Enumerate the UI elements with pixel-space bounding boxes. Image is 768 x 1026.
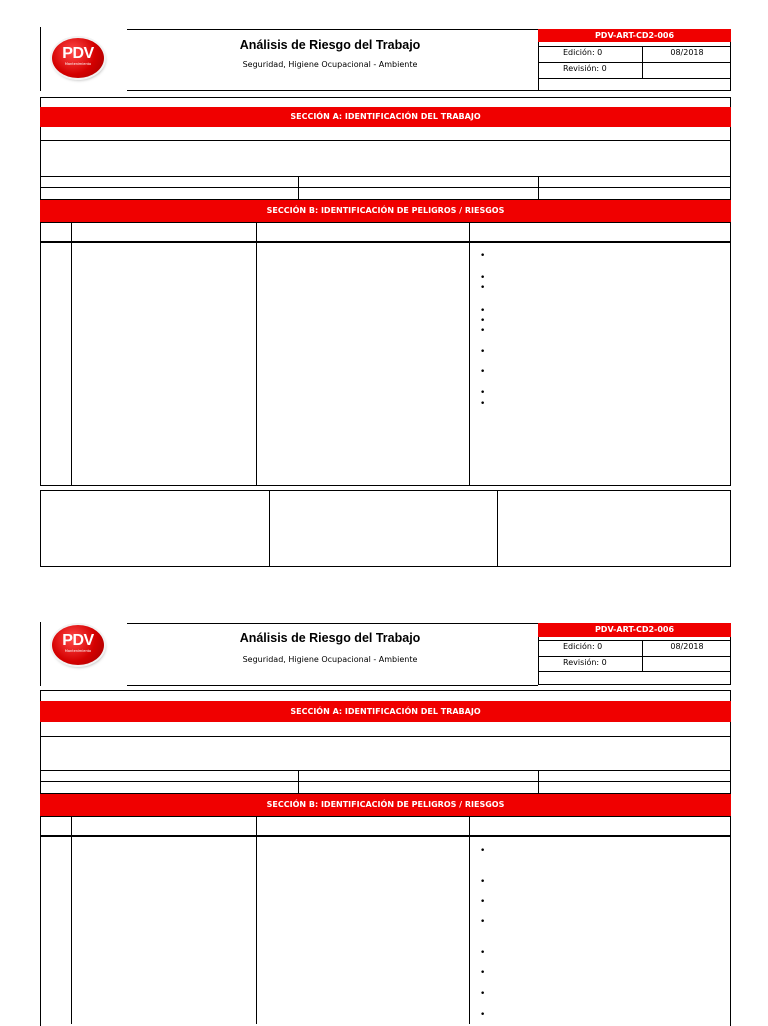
header-top-rule — [127, 29, 538, 30]
bullet-point: • — [480, 846, 486, 856]
bullet-point: • — [480, 897, 486, 907]
bullet-point: • — [480, 399, 486, 409]
table-divider — [256, 222, 257, 486]
bullet-point: • — [480, 326, 486, 336]
header-top-rule — [127, 623, 538, 624]
section-a-title: SECCIÓN A: IDENTIFICACIÓN DEL TRABAJO — [40, 701, 731, 722]
header-left-border — [40, 622, 41, 686]
bullet-point: • — [480, 283, 486, 293]
table-rule — [40, 187, 731, 188]
signature-area — [40, 490, 731, 567]
bullet-point: • — [480, 388, 486, 398]
logo-subtext: Mantenimiento — [64, 649, 92, 653]
table-divider — [538, 770, 539, 794]
header-left-border — [40, 27, 41, 91]
revision-label: Revisión: 0 — [563, 658, 607, 667]
table-rule — [40, 176, 731, 177]
logo-subtext: Mantenimiento — [64, 62, 92, 66]
bullet-point: • — [480, 367, 486, 377]
table-divider — [298, 770, 299, 794]
bullet-point: • — [480, 917, 486, 927]
edition-label: Edición: 0 — [563, 642, 603, 651]
bullet-point: • — [480, 877, 486, 887]
bullet-point: • — [480, 989, 486, 999]
bullet-point: • — [480, 948, 486, 958]
bullet-point: • — [480, 306, 486, 316]
logo-text: PDV — [62, 632, 94, 649]
hazard-table — [40, 816, 731, 1026]
section-b-title: SECCIÓN B: IDENTIFICACIÓN DE PELIGROS / RIESGOS — [40, 794, 731, 816]
logo-text: PDV — [62, 45, 94, 62]
section-a-title: SECCIÓN A: IDENTIFICACIÓN DEL TRABAJO — [40, 107, 731, 127]
document-title: Análisis de Riesgo del Trabajo — [239, 38, 421, 52]
table-divider — [256, 816, 257, 1024]
table-rule — [40, 140, 731, 141]
edition-date: 08/2018 — [670, 642, 704, 651]
document-title: Análisis de Riesgo del Trabajo — [239, 631, 421, 645]
signature-divider — [497, 490, 498, 567]
table-divider — [298, 176, 299, 200]
document-subtitle: Seguridad, Higiene Ocupacional - Ambiente — [242, 655, 418, 664]
table-rule — [40, 781, 731, 782]
edition-date: 08/2018 — [670, 48, 704, 57]
control-rule — [538, 46, 731, 47]
control-rule — [538, 671, 731, 672]
hazard-table — [40, 222, 731, 486]
control-divider — [642, 640, 643, 671]
bullet-point: • — [480, 968, 486, 978]
table-header-rule — [40, 241, 731, 243]
doc-code: PDV-ART-CD2-006 — [538, 623, 731, 637]
revision-label: Revisión: 0 — [563, 64, 607, 73]
pdv-logo — [52, 38, 104, 78]
table-divider — [469, 816, 470, 1024]
bullet-point: • — [480, 251, 486, 261]
control-rule — [538, 640, 731, 641]
pdv-logo — [52, 625, 104, 665]
table-divider — [71, 222, 72, 486]
bullet-point: • — [480, 347, 486, 357]
control-rule — [538, 656, 731, 657]
table-divider — [538, 176, 539, 200]
control-divider — [642, 46, 643, 78]
table-rule — [40, 736, 731, 737]
table-divider — [71, 816, 72, 1024]
control-rule — [538, 78, 731, 79]
section-b-title: SECCIÓN B: IDENTIFICACIÓN DE PELIGROS / RIESGOS — [40, 200, 731, 222]
signature-divider — [269, 490, 270, 567]
table-rule — [40, 770, 731, 771]
doc-code: PDV-ART-CD2-006 — [538, 29, 731, 42]
table-divider — [469, 222, 470, 486]
control-rule — [538, 62, 731, 63]
document-subtitle: Seguridad, Higiene Ocupacional - Ambiente — [242, 60, 418, 69]
header-bottom-rule — [127, 90, 538, 91]
header-bottom-rule — [127, 685, 538, 686]
bullet-point: • — [480, 273, 486, 283]
bullet-point: • — [480, 316, 486, 326]
edition-label: Edición: 0 — [563, 48, 603, 57]
bullet-point: • — [480, 1010, 486, 1020]
table-header-rule — [40, 835, 731, 837]
